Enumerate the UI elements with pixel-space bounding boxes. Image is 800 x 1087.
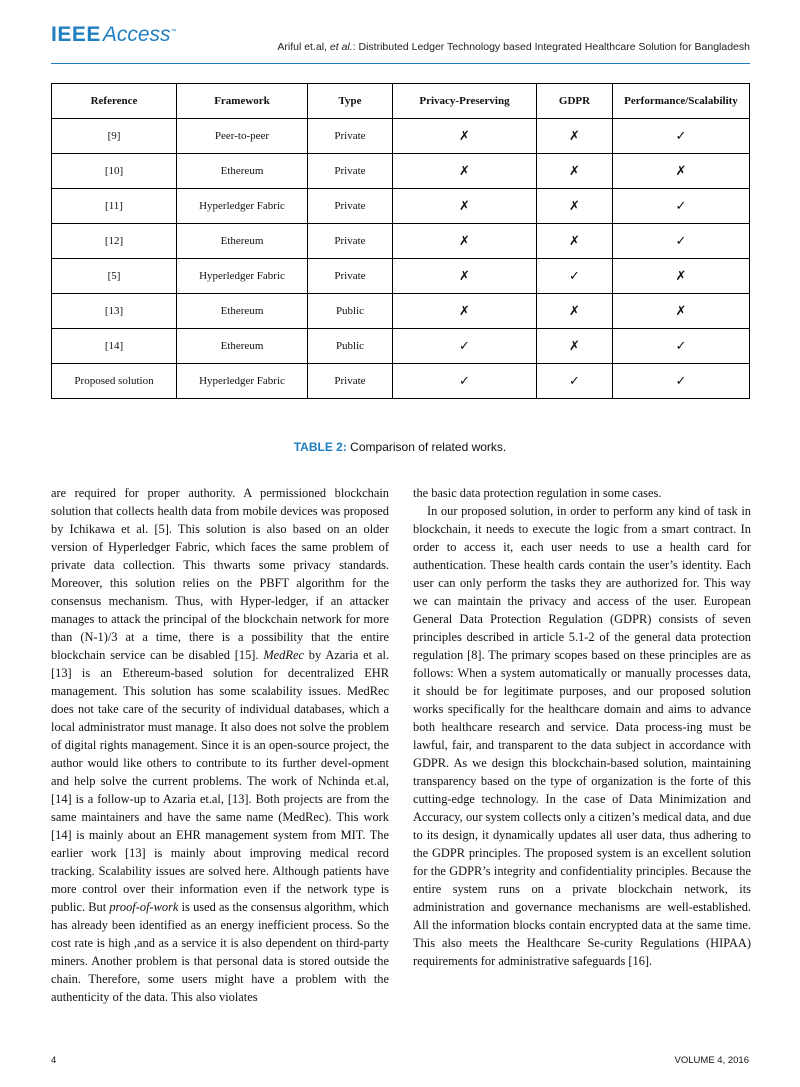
table-row <box>52 259 750 294</box>
table-header-cell: GDPR <box>537 84 613 119</box>
table-cell-privacy: ✗ <box>393 294 537 329</box>
table-cell-gdpr: ✗ <box>537 154 613 189</box>
body-paragraph: the basic data protection regulation in some cases. <box>413 486 662 500</box>
table-cell-performance: ✓ <box>613 329 750 364</box>
table-row <box>52 154 750 189</box>
body-paragraph: In our proposed solution, in order to perform any kind of task in blockchain, it needs to execute the logic from a smart contract. In order to access it, each user needs to use a health card for authentication. These health cards contain the user’s identity. Each user can only perform the tasks they are authorized for. This way we can maintain the privacy and access of the user. European General Data Protection Regulation (GDPR) consists of seven principles described in article 5.1-2 of the general data protection regulation [8]. The primary scopes based on these principles are as follows: When a system automatically or manually processes data, it should be for legitimate purposes, and our proposed solution works specifically for the healthcare domain and aims to advance both healthcare research and service. Data process-ing must be lawful, fair, and transparent to the data subject in accordance with GDPR. As we design this blockchain-based solution, maintaining transparency based on the type of organization is the forte of this cutting-edge technology. In the case of Data Minimization and Accuracy, our system collects only a citizen’s medical data, and due to its design, it dynamically updates all user data, thus adhering to the GDPR principles. The proposed system is an excellent solution for the GDPR’s integrity and confidentiality principles. Because the entire system runs on a private blockchain network, its administration and governance mechanisms are well-established. All the information blocks contain encrypted data at the same time. This also meets the Healthcare Se-curity Regulations (HIPAA) requirements for administrative safeguards [16]. <box>413 504 751 968</box>
header-rule <box>51 63 750 64</box>
table-cell-privacy: ✗ <box>393 224 537 259</box>
table-cell-framework: Peer-to-peer <box>177 119 308 154</box>
table-cell-gdpr: ✗ <box>537 119 613 154</box>
table-cell-type: Private <box>308 364 393 399</box>
table-row <box>52 224 750 259</box>
table-cell-privacy: ✗ <box>393 259 537 294</box>
running-title <box>277 41 750 53</box>
table-cell-performance: ✓ <box>613 119 750 154</box>
table-cell-type: Private <box>308 154 393 189</box>
table-cell-reference: [14] <box>52 329 177 364</box>
table-cell-performance: ✓ <box>613 364 750 399</box>
running-title-etal: et al. <box>329 41 353 53</box>
table-caption-label: TABLE 2: <box>293 440 347 454</box>
table-cell-type: Private <box>308 119 393 154</box>
logo-ieee: IEEE <box>51 23 101 46</box>
table-cell-framework: Ethereum <box>177 329 308 364</box>
table-cell-type: Public <box>308 329 393 364</box>
journal-logo: IEEEAccess™ <box>51 23 177 46</box>
table-row <box>52 364 750 399</box>
table-cell-performance: ✗ <box>613 154 750 189</box>
table-cell-privacy: ✓ <box>393 329 537 364</box>
volume-label: VOLUME 4, 2016 <box>674 1055 749 1066</box>
medrec-term: MedRec <box>263 648 304 662</box>
table-cell-gdpr: ✓ <box>537 259 613 294</box>
left-column <box>51 484 389 1006</box>
table-caption-text: Comparison of related works. <box>346 440 507 454</box>
table-cell-gdpr: ✗ <box>537 224 613 259</box>
table-cell-gdpr: ✗ <box>537 329 613 364</box>
table-header-cell: Performance/Scalability <box>613 84 750 119</box>
page-number: 4 <box>51 1055 57 1066</box>
table-cell-reference: [13] <box>52 294 177 329</box>
table-cell-reference: Proposed solution <box>52 364 177 399</box>
table-row <box>52 119 750 154</box>
table-cell-gdpr: ✗ <box>537 294 613 329</box>
table-cell-privacy: ✗ <box>393 154 537 189</box>
table-cell-performance: ✗ <box>613 294 750 329</box>
logo-access: Access <box>102 23 171 46</box>
table-cell-performance: ✗ <box>613 259 750 294</box>
proof-of-work-term: proof-of-work <box>109 900 179 914</box>
table-header-cell: Framework <box>177 84 308 119</box>
table-cell-performance: ✓ <box>613 189 750 224</box>
table-cell-reference: [11] <box>52 189 177 224</box>
body-text: are required for proper authority. A permissioned blockchain solution that collects health data from mobile devices was proposed by Ichikawa et al. [5]. This solution is also based on an older version of Hyperledger Fabric, which faces the same problem of private data collection. This thwarts some privacy standards. Moreover, this solution relies on the PBFT algorithm for the consensus mechanism. Thus, with Hyper-ledger, if an attacker manages to attack the principal of the blockchain network for more than (N-1)/3 at a time, there is a possibility that the entire blockchain service can be disabled [15]. <box>51 486 389 662</box>
table-caption <box>0 440 800 454</box>
body-paragraph <box>51 484 389 1006</box>
table-row <box>52 189 750 224</box>
table-cell-framework: Hyperledger Fabric <box>177 259 308 294</box>
table-cell-type: Private <box>308 189 393 224</box>
table-cell-performance: ✓ <box>613 224 750 259</box>
table-header-cell: Privacy-Preserving <box>393 84 537 119</box>
table-cell-gdpr: ✓ <box>537 364 613 399</box>
table-cell-framework: Ethereum <box>177 154 308 189</box>
table-cell-reference: [5] <box>52 259 177 294</box>
table-header-row <box>52 84 750 119</box>
table-cell-privacy: ✗ <box>393 119 537 154</box>
running-title-authors: Ariful et.al, <box>277 41 330 53</box>
body-text: by Azaria et al. [13] is an Ethereum-based solution for decentralized EHR management. This solution has some scalability issues. MedRec does not take care of the security of individual databases, which a local administrator must manage. It also does not solve the problem of digital rights management. Since it is an open-source project, the author would like others to contribute to its further devel-opment and help solve the current problems. The work of Nchinda et.al, [14] is a follow-up to Azaria et.al, [13]. Both projects are from the same maintainers and have the same name (MedRec). This work [14] is mainly about an EHR management system from MIT. The earlier work [13] is mainly about improving medical record tracking. Scalability issues are solved here. Although patients have more control over their information even if the network type is public. But <box>51 648 389 914</box>
table-row <box>52 329 750 364</box>
table-cell-type: Private <box>308 224 393 259</box>
table-cell-reference: [12] <box>52 224 177 259</box>
running-title-text: : Distributed Ledger Technology based Integrated Healthcare Solution for Bangladesh <box>352 41 750 53</box>
table-cell-gdpr: ✗ <box>537 189 613 224</box>
table-header-cell: Type <box>308 84 393 119</box>
table-cell-type: Private <box>308 259 393 294</box>
table-cell-type: Public <box>308 294 393 329</box>
table-cell-reference: [9] <box>52 119 177 154</box>
table-cell-framework: Ethereum <box>177 294 308 329</box>
table-row <box>52 294 750 329</box>
table-cell-framework: Ethereum <box>177 224 308 259</box>
right-column <box>413 484 751 970</box>
table-cell-privacy: ✓ <box>393 364 537 399</box>
table-header-cell: Reference <box>52 84 177 119</box>
comparison-table <box>51 83 750 399</box>
table-cell-privacy: ✗ <box>393 189 537 224</box>
table-cell-framework: Hyperledger Fabric <box>177 364 308 399</box>
table-cell-framework: Hyperledger Fabric <box>177 189 308 224</box>
body-text: is used as the consensus algorithm, which has already been identified as an energy inefficient process. So the cost rate is high ,and as a service it is also dependent on third-party miners. Another problem is that personal data is stored outside the chain. Therefore, some users might have a problem with the authenticity of the data. This also violates <box>51 900 389 1004</box>
table-cell-reference: [10] <box>52 154 177 189</box>
